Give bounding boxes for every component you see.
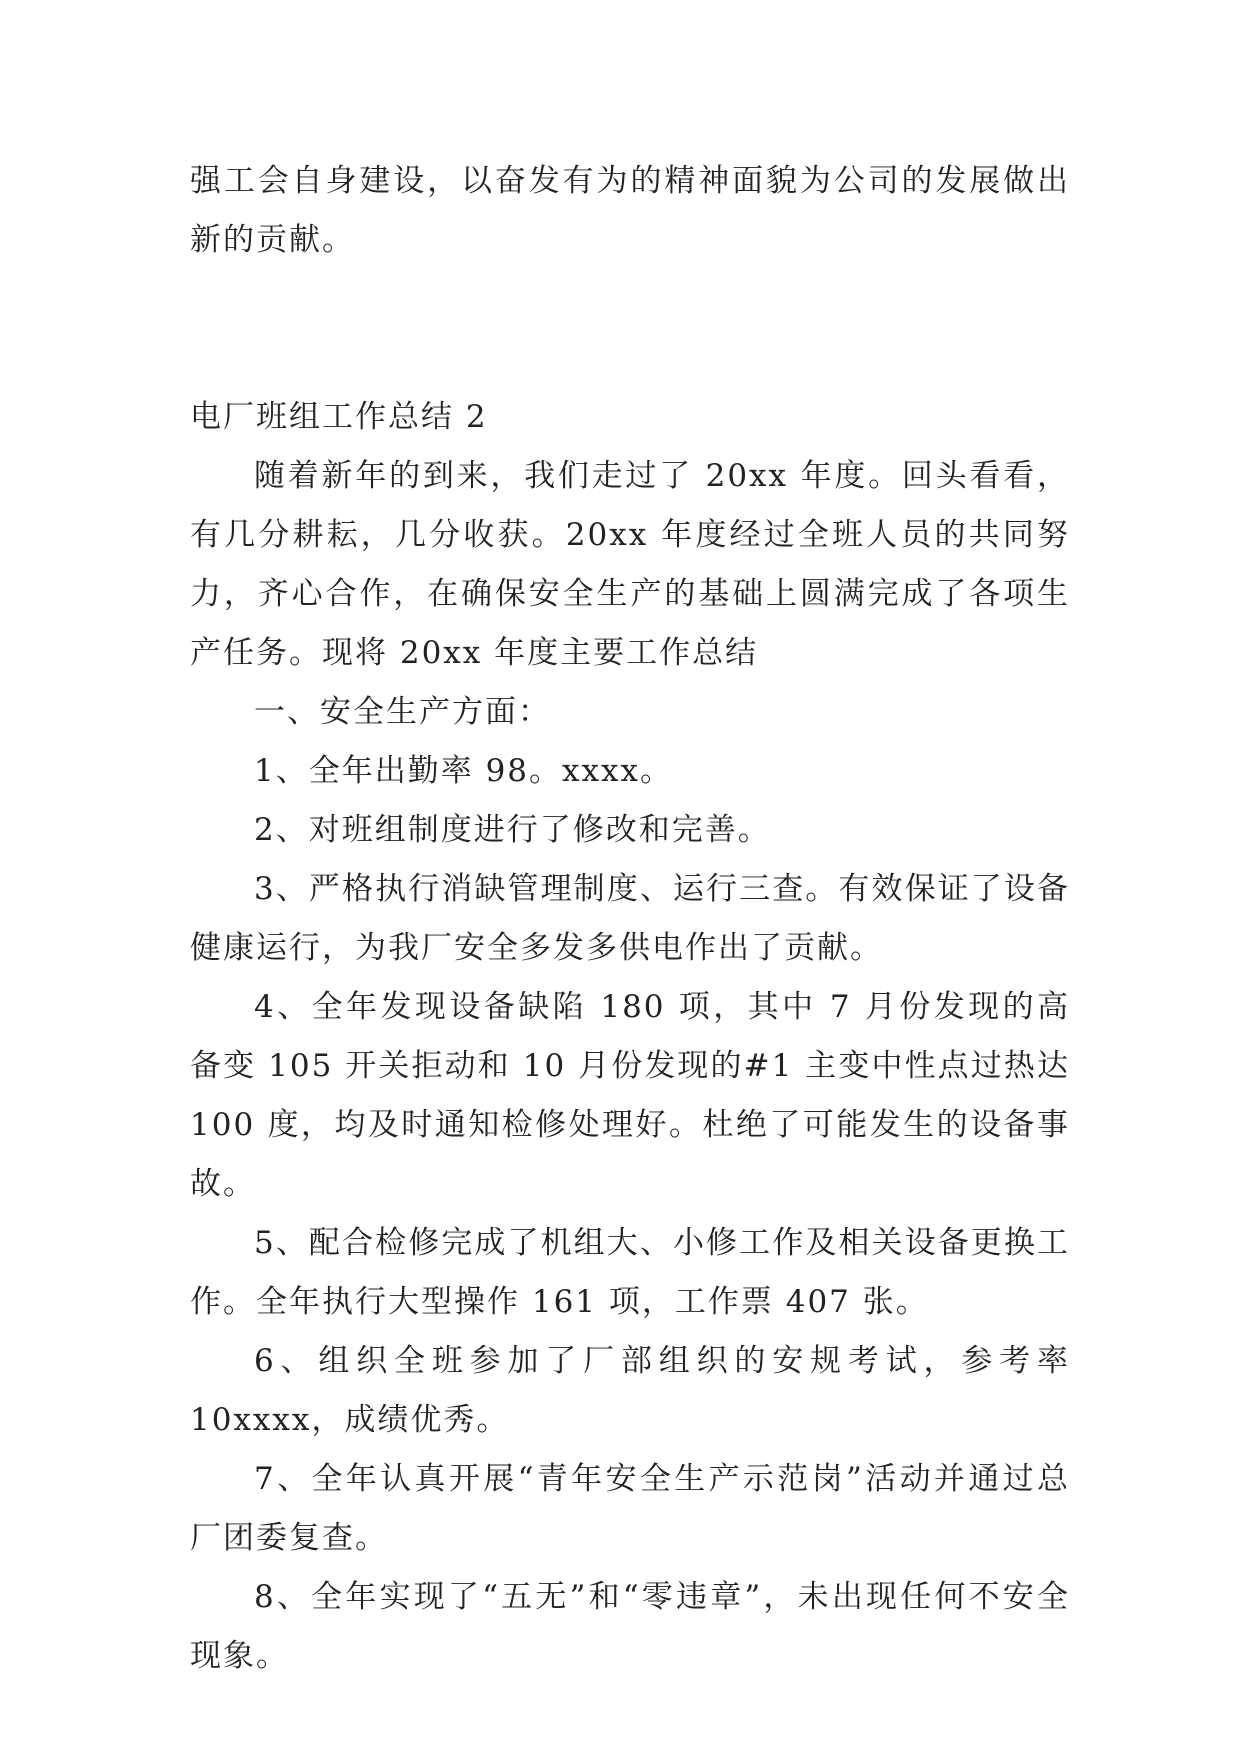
section-title: 电厂班组工作总结 2: [190, 399, 488, 435]
list-item: 4、全年发现设备缺陷 180 项，其中 7 月份发现的高备变 105 开关拒动和 10 月份发现的#1 主变中性点过热达 100 度，均及时通知检修处理好。杜绝了可能发生的设备事故。: [190, 989, 1070, 1202]
list-item: 1、全年出勤率 98。xxxx。: [254, 753, 673, 789]
document-body: [190, 152, 1070, 1686]
intro-paragraph: 强工会自身建设，以奋发有为的精神面貌为公司的发展做出新的贡献。: [190, 163, 1070, 258]
list-item: 6、组织全班参加了厂部组织的安规考试，参考率 10xxxx，成绩优秀。: [190, 1343, 1070, 1438]
list-item: 5、配合检修完成了机组大、小修工作及相关设备更换工作。全年执行大型操作 161 项，工作票 407 张。: [190, 1225, 1070, 1320]
section-spacer: [190, 270, 1070, 388]
list-item: 7、全年认真开展“青年安全生产示范岗”活动并通过总厂团委复查。: [190, 1461, 1070, 1556]
list-item: 2、对班组制度进行了修改和完善。: [254, 812, 771, 848]
opening-paragraph: 随着新年的到来，我们走过了 20xx 年度。回头看看，有几分耕耘，几分收获。20xx 年度经过全班人员的共同努力，齐心合作，在确保安全生产的基础上圆满完成了各项生产任务。现将 20xx 年度主要工作总结: [190, 458, 1070, 671]
list-item: 8、全年实现了“五无”和“零违章”，未出现任何不安全现象。: [190, 1579, 1070, 1674]
subheading-safety: 一、安全生产方面：: [254, 694, 551, 730]
list-item: 3、严格执行消缺管理制度、运行三查。有效保证了设备健康运行，为我厂安全多发多供电作出了贡献。: [190, 871, 1070, 966]
